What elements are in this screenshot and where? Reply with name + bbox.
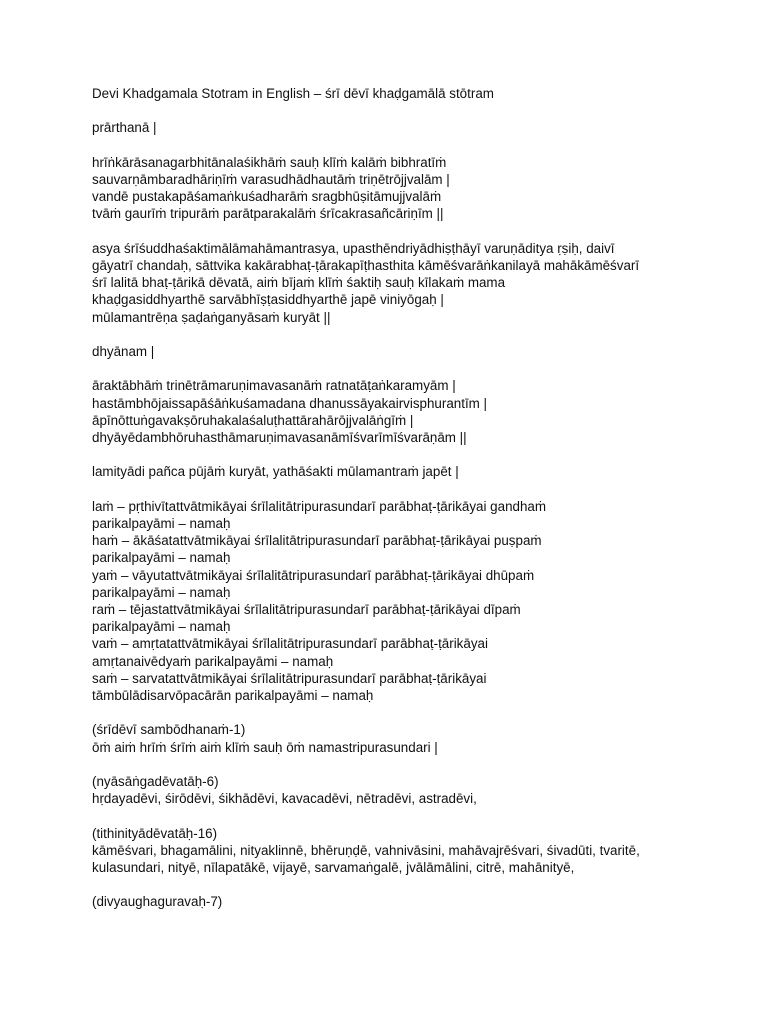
- prarthana-verse: [92, 154, 732, 223]
- text-line: vaṁ – amṛtatattvātmikāyai śrīlalitātripurasundarī parābhaṭ-ṭārikāyai: [92, 636, 488, 652]
- sambodhanam-section: [92, 721, 732, 755]
- text-line: saṁ – sarvatattvātmikāyai śrīlalitātripurasundarī parābhaṭ-ṭārikāyai: [92, 670, 487, 686]
- dhyanam-heading-block: [92, 343, 732, 360]
- section-label: (tithinityādēvatāḥ-16): [92, 825, 218, 841]
- text-line: hṛdayadēvi, śirōdēvi, śikhādēvi, kavacadēvi, nētradēvi, astradēvi,: [92, 791, 477, 807]
- text-line: parikalpayāmi – namaḥ: [92, 515, 231, 531]
- text-line: āpīnōttuṅgavakṣōruhakalaśaluṭhattārahārōjjvalāṅgīṁ |: [92, 412, 414, 428]
- puja-instruction: [92, 463, 732, 480]
- text-line: parikalpayāmi – namaḥ: [92, 550, 231, 566]
- section-label: (divyaughaguravaḥ-7): [92, 894, 223, 910]
- text-line: kāmēśvari, bhagamālini, nityaklinnē, bhēruṇḍē, vahnivāsini, mahāvajrēśvari, śivadūti, tvaritē,: [92, 842, 640, 858]
- text-line: mūlamantrēṇa ṣaḍaṅganyāsaṁ kuryāt ||: [92, 309, 331, 325]
- text-line: gāyatrī chandaḥ, sāttvika kakārabhaṭ-ṭārakapīṭhasthita kāmēśvarāṅkanilayā mahākāmēśvarī: [92, 257, 640, 273]
- tithinitya-section: [92, 825, 732, 877]
- text-line: āraktābhāṁ trinētrāmaruṇimavasanāṁ ratnatāṭaṅkaramyām |: [92, 378, 456, 394]
- text-line: hrīṅkārāsanagarbhitānalaśikhāṁ sauḥ klīṁ kalāṁ bibhratīṁ: [92, 154, 447, 170]
- document-title-block: [92, 85, 732, 102]
- divyaugha-section: [92, 893, 732, 910]
- text-line: vandē pustakapāśamaṅkuśadharāṁ sragbhūṣitāmujjvalāṁ: [92, 189, 442, 205]
- text-line: prārthanā |: [92, 120, 157, 136]
- text-line: sauvarṇāmbaradhāriṇīṁ varasudhādhautāṁ triṇētrōjjvalām |: [92, 171, 450, 187]
- text-line: parikalpayāmi – namaḥ: [92, 584, 231, 600]
- text-line: hastāmbhōjaissapāśāṅkuśamadana dhanussāyakairvisphurantīm |: [92, 395, 488, 411]
- section-label: (śrīdēvī sambōdhanaṁ-1): [92, 722, 246, 738]
- text-line: amṛtanaivēdyaṁ parikalpayāmi – namaḥ: [92, 653, 334, 669]
- section-label: (nyāsāṅgadēvatāḥ-6): [92, 773, 219, 789]
- text-line: lamityādi pañca pūjāṁ kuryāt, yathāśakti mūlamantraṁ japēt |: [92, 464, 459, 480]
- dhyanam-verse: [92, 377, 732, 446]
- prarthana-heading-block: [92, 119, 732, 136]
- text-line: tāmbūlādisarvōpacārān parikalpayāmi – namaḥ: [92, 688, 374, 703]
- text-line: dhyānam |: [92, 343, 155, 359]
- text-line: kulasundari, nityē, nīlapatākē, vijayē, sarvamaṅgalē, jvālāmālini, citrē, mahānityē,: [92, 859, 575, 875]
- pancha-puja-list: [92, 498, 732, 704]
- text-line: laṁ – pṛthivītattvātmikāyai śrīlalitātripurasundarī parābhaṭ-ṭārikāyai gandhaṁ: [92, 498, 547, 514]
- text-line: raṁ – tējastattvātmikāyai śrīlalitātripurasundarī parābhaṭ-ṭārikāyai dīpaṁ: [92, 601, 521, 617]
- document-body: [92, 85, 732, 928]
- document-title: Devi Khadgamala Stotram in English – śrī dēvī khaḍgamālā stōtram: [92, 86, 494, 101]
- nyasanga-section: [92, 773, 732, 807]
- text-line: haṁ – ākāśatattvātmikāyai śrīlalitātripurasundarī parābhaṭ-ṭārikāyai puṣpaṁ: [92, 533, 542, 549]
- text-line: ōṁ aiṁ hrīṁ śrīṁ aiṁ klīṁ sauḥ ōṁ namastripurasundari |: [92, 739, 438, 755]
- text-line: asya śrīśuddhaśaktimālāmahāmantrasya, upasthēndriyādhiṣṭhāyī varuṇāditya ṛṣiḥ, daivī: [92, 240, 615, 256]
- text-line: dhyāyēdambhōruhasthāmaruṇimavasanāmīśvarīmīśvarāṇām ||: [92, 429, 467, 445]
- text-line: parikalpayāmi – namaḥ: [92, 619, 231, 635]
- viniyoga-paragraph: [92, 240, 732, 326]
- text-line: khaḍgasiddhyarthē sarvābhīṣṭasiddhyarthē japē viniyōgaḥ |: [92, 292, 444, 308]
- text-line: tvāṁ gaurīṁ tripurāṁ parātparakalāṁ śrīcakrasañcāriṇīm ||: [92, 206, 444, 222]
- text-line: yaṁ – vāyutattvātmikāyai śrīlalitātripurasundarī parābhaṭ-ṭārikāyai dhūpaṁ: [92, 567, 535, 583]
- text-line: śrī lalitā bhaṭ-ṭārikā dēvatā, aiṁ bījaṁ klīṁ śaktiḥ sauḥ kīlakaṁ mama: [92, 275, 506, 291]
